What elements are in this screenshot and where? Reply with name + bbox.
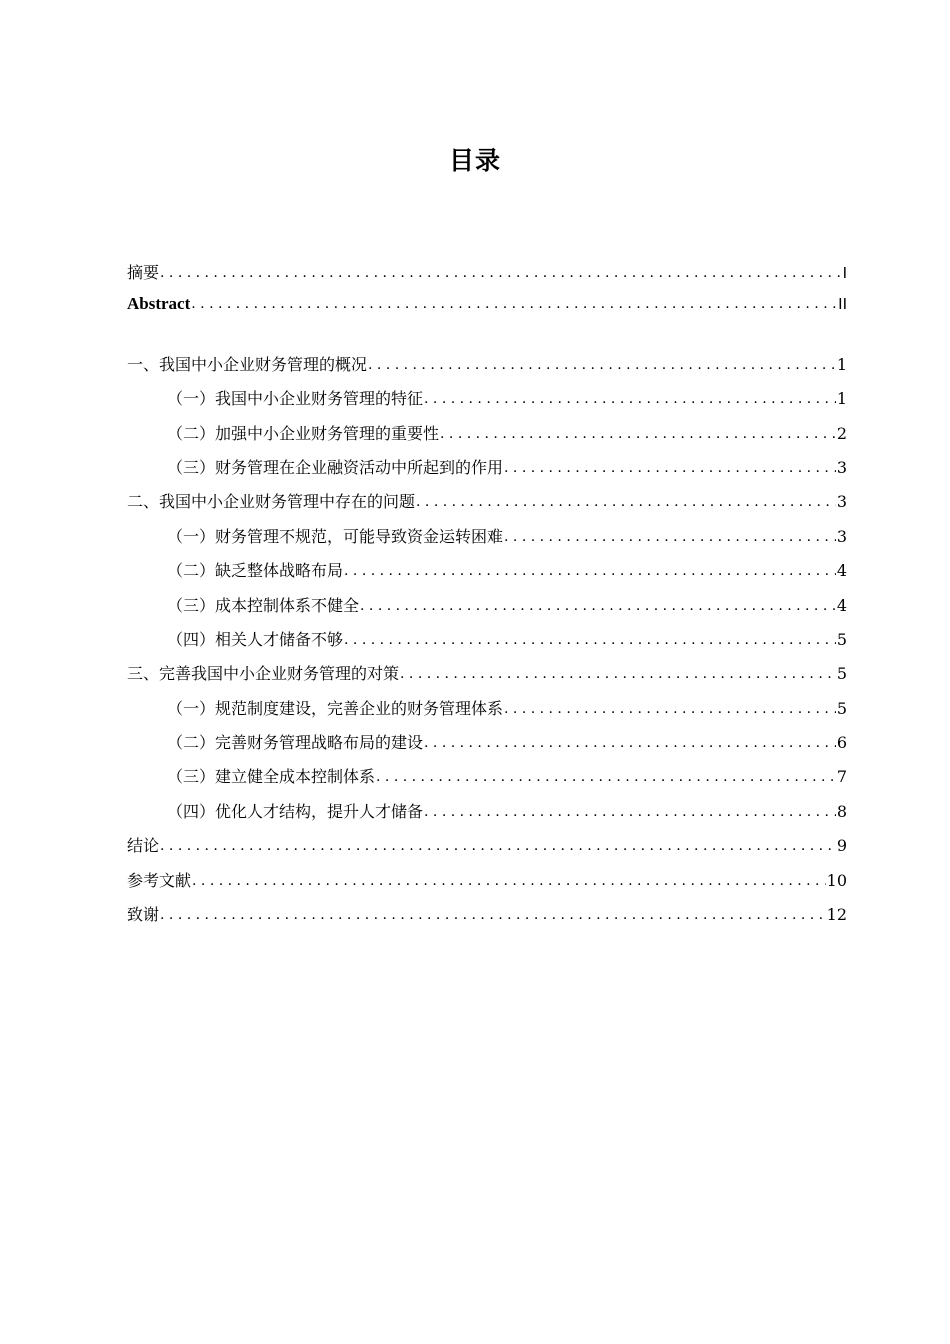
toc-entry-label: （三）财务管理在企业融资活动中所起到的作用 (167, 457, 504, 477)
toc-entry-page: 5 (836, 664, 847, 684)
toc-entry-page: 12 (826, 905, 847, 925)
toc-leader-dots (504, 460, 836, 476)
toc-entry-conclusion[interactable] (127, 833, 847, 867)
toc-entry-label: 二、我国中小企业财务管理中存在的问题 (127, 492, 416, 512)
toc-entry-abstract-en[interactable] (127, 294, 847, 328)
toc-entry-page: I (842, 264, 847, 282)
toc-leader-dots (424, 735, 836, 751)
toc-entry-label: （三）成本控制体系不健全 (167, 595, 360, 615)
toc-entry-label: 参考文献 (127, 870, 192, 890)
toc-entry-section[interactable] (127, 421, 847, 455)
toc-entry-chapter-1[interactable] (127, 352, 847, 386)
toc-leader-dots (192, 873, 826, 889)
toc-entry-acknowledgements[interactable] (127, 902, 847, 936)
toc-entry-section[interactable] (127, 764, 847, 798)
toc-entry-label: 结论 (127, 836, 160, 856)
toc-entry-section[interactable] (127, 593, 847, 627)
toc-entry-section[interactable] (127, 730, 847, 764)
page-title: 目录 (448, 146, 501, 175)
toc-entry-page: 4 (836, 595, 847, 615)
toc-entry-page: 5 (836, 629, 847, 649)
toc-leader-dots (504, 529, 836, 545)
toc-entry-section[interactable] (127, 524, 847, 558)
toc-leader-dots (416, 494, 836, 510)
toc-entry-label: Abstract (127, 294, 191, 314)
toc-entry-section[interactable] (127, 558, 847, 592)
toc-entry-page: 1 (836, 389, 847, 409)
toc-entry-page: 10 (826, 870, 847, 890)
toc-entry-chapter-3[interactable] (127, 661, 847, 695)
toc-entry-label: （四）优化人才结构，提升人才储备 (167, 801, 424, 821)
toc-leader-dots (344, 632, 836, 648)
toc-entry-page: 6 (836, 733, 847, 753)
toc-entry-label: （四）相关人才储备不够 (167, 629, 344, 649)
toc-entry-label: （一）我国中小企业财务管理的特征 (167, 389, 424, 409)
toc-entry-label: 摘要 (127, 263, 160, 282)
toc-entry-page: 1 (836, 354, 847, 374)
toc-entry-page: II (838, 295, 847, 314)
toc-entry-section[interactable] (127, 799, 847, 833)
toc-entry-label: （三）建立健全成本控制体系 (167, 767, 376, 787)
toc-entry-abstract-cn[interactable] (127, 260, 847, 294)
toc-entry-page: 8 (836, 801, 847, 821)
toc-entry-page: 9 (836, 836, 847, 856)
toc-entry-section[interactable] (127, 627, 847, 661)
toc-leader-dots (160, 265, 842, 281)
toc-leader-dots (424, 804, 836, 820)
toc-leader-dots (368, 357, 836, 373)
toc-entry-page: 2 (836, 423, 847, 443)
toc-entry-page: 3 (836, 457, 847, 477)
toc-entry-label: 致谢 (127, 905, 160, 925)
toc-leader-dots (160, 838, 836, 854)
toc-leader-dots (191, 296, 837, 312)
toc-entry-page: 3 (836, 526, 847, 546)
toc-entry-label: 一、我国中小企业财务管理的概况 (127, 354, 368, 374)
toc-leader-dots (440, 426, 836, 442)
table-of-contents (127, 260, 847, 936)
toc-entry-section[interactable] (127, 696, 847, 730)
toc-leader-dots (424, 391, 836, 407)
toc-entry-label: 三、完善我国中小企业财务管理的对策 (127, 664, 400, 684)
toc-leader-dots (504, 701, 836, 717)
toc-leader-dots (344, 563, 836, 579)
toc-entry-page: 5 (836, 698, 847, 718)
toc-leader-dots (160, 907, 826, 923)
toc-leader-dots (360, 598, 836, 614)
toc-entry-label: （二）缺乏整体战略布局 (167, 561, 344, 581)
toc-leader-dots (376, 769, 836, 785)
toc-entry-chapter-2[interactable] (127, 489, 847, 523)
toc-entry-section[interactable] (127, 386, 847, 420)
toc-entry-label: （二）加强中小企业财务管理的重要性 (167, 423, 440, 443)
toc-entry-label: （一）规范制度建设，完善企业的财务管理体系 (167, 698, 504, 718)
toc-entry-section[interactable] (127, 455, 847, 489)
toc-leader-dots (400, 666, 836, 682)
toc-entry-label: （一）财务管理不规范，可能导致资金运转困难 (167, 526, 504, 546)
toc-entry-page: 3 (836, 492, 847, 512)
toc-entry-label: （二）完善财务管理战略布局的建设 (167, 733, 424, 753)
toc-entry-references[interactable] (127, 868, 847, 902)
toc-entry-page: 4 (836, 561, 847, 581)
toc-entry-page: 7 (836, 767, 847, 787)
